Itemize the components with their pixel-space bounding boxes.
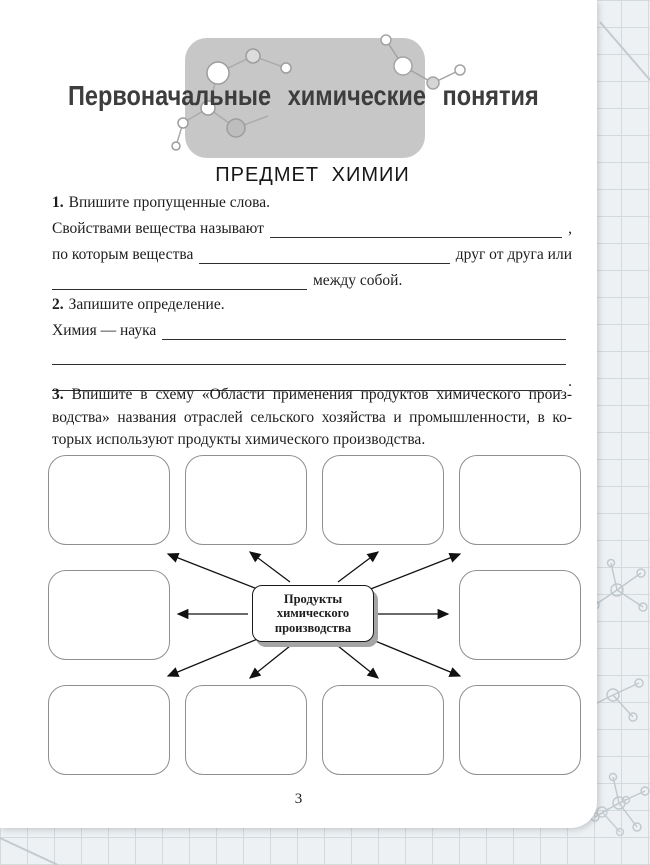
task-3-line-2: водства» названия отраслей сельского хозяйства и промышленности, в ко- [52, 408, 572, 426]
task-1-blank-1 [270, 217, 562, 238]
task-1-number: 1. [52, 194, 64, 211]
task-1-line-1-comma: , [568, 220, 572, 237]
page-number: 3 [294, 791, 303, 807]
application-scheme-diagram [40, 450, 589, 784]
task-3-text-1: Впишите в схему «Области применения продуктов химического произ- [71, 386, 572, 403]
task-3 [52, 384, 572, 452]
section-title: ПРЕДМЕТ ХИМИИ [215, 164, 410, 186]
answer-box-top-1 [48, 455, 170, 545]
answer-box-top-2 [185, 455, 307, 545]
task-1-line-2-tail: друг от друга или [455, 246, 572, 263]
task-1-blank-2 [199, 243, 449, 264]
answer-box-bottom-3 [322, 685, 444, 775]
task-2-line-2 [52, 344, 572, 369]
center-box-line-1: Продукты [283, 591, 343, 606]
answer-box-bottom-1 [48, 685, 170, 775]
answer-box-top-3 [322, 455, 444, 545]
answer-box-bottom-4 [459, 685, 581, 775]
task-1-line-3-tail: между собой. [313, 272, 403, 289]
task-1-line-3 [52, 268, 572, 294]
task-1-line-1 [52, 216, 572, 242]
diagram-center-box [252, 585, 374, 642]
answer-box-top-4 [459, 455, 581, 545]
task-1-instruction: Впишите пропущенные слова. [68, 194, 270, 211]
task-2-line-1-text: Химия — наука [52, 322, 157, 339]
page-title: Первоначальные химические понятия [68, 80, 539, 111]
task-1-blank-3 [52, 269, 307, 290]
task-2-line-1 [52, 318, 572, 344]
task-2-number: 2. [52, 296, 64, 313]
task-1 [52, 190, 572, 294]
task-2-instruction: Запишите определение. [68, 296, 225, 313]
answer-box-bottom-2 [185, 685, 307, 775]
task-2-blank-1 [162, 319, 566, 340]
task-1-line-1-text: Свойствами вещества называют [52, 220, 264, 237]
task-3-line-3: торых используют продукты химического производства. [52, 431, 426, 448]
task-2 [52, 292, 572, 395]
task-3-line-1 [52, 384, 572, 407]
answer-box-mid-left [48, 570, 170, 660]
center-box-line-3: производства [274, 620, 352, 635]
task-3-number: 3. [52, 386, 64, 403]
center-box-line-2: химического [276, 606, 350, 621]
task-2-line-3-dot: . [568, 373, 572, 390]
task-2-blank-2 [52, 344, 566, 365]
task-1-line-2-text: по которым вещества [52, 246, 194, 263]
answer-box-mid-right [459, 570, 581, 660]
task-1-line-2 [52, 242, 572, 268]
